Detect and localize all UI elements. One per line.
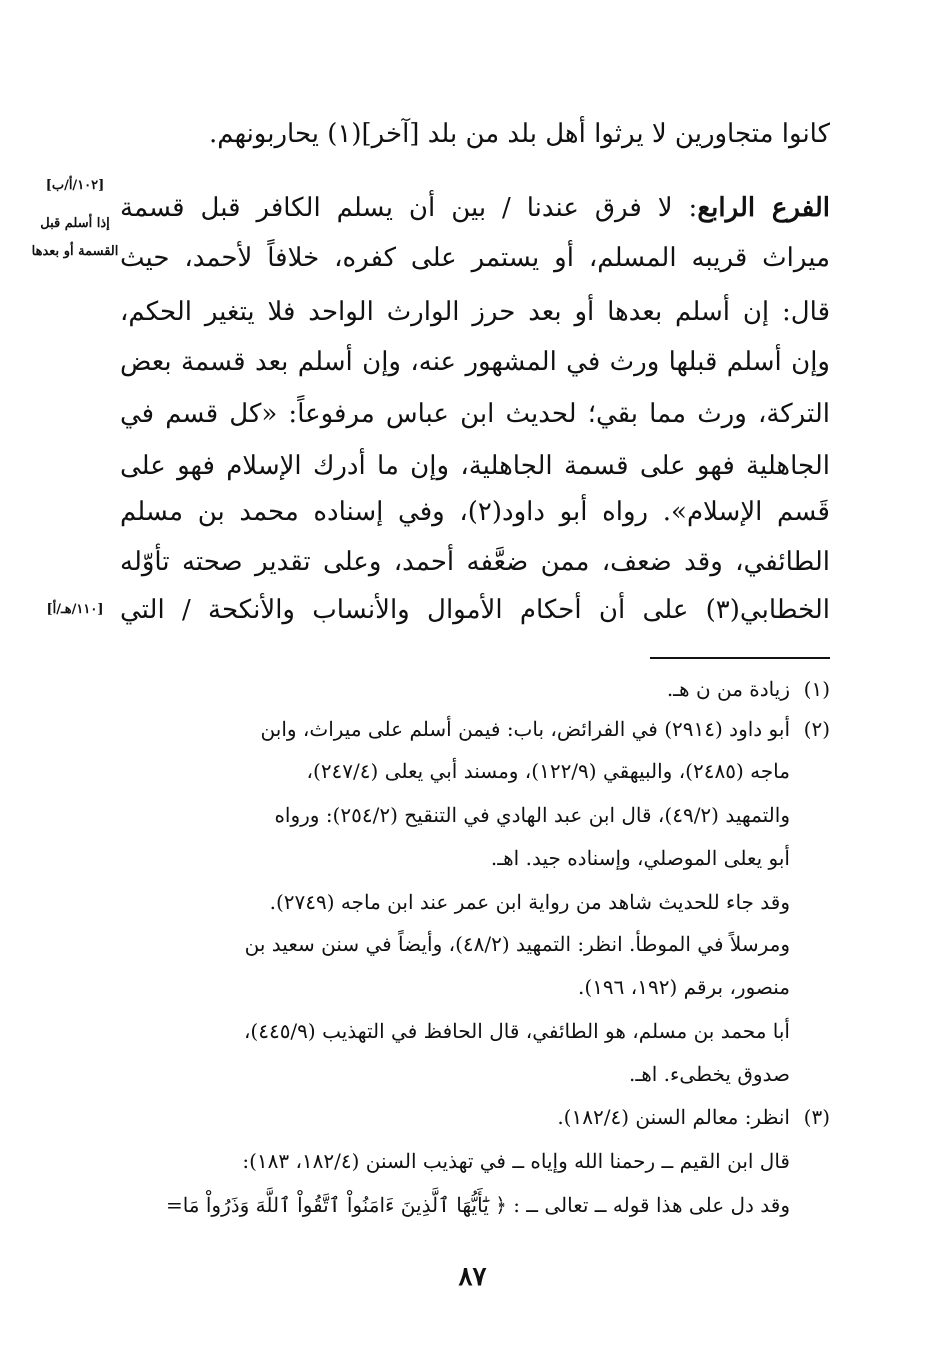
footnote-text: صدوق يخطىء. اهـ. <box>628 1062 790 1086</box>
footnote-line <box>120 1190 830 1220</box>
margin-heading-line2: القسمة أو بعدها <box>31 244 119 259</box>
footnote-number: (٢) <box>803 717 830 741</box>
footnote-line <box>120 714 830 744</box>
footnote-separator <box>650 657 830 659</box>
footnote-text: منصور، برقم (١٩٢، ١٩٦). <box>578 975 790 999</box>
footnote-line <box>120 1059 830 1089</box>
footnote-line <box>120 674 830 704</box>
footnote-text: أبا محمد بن مسلم، هو الطائفي، قال الحافظ في التهذيب (٤٤٥/٩)، <box>243 1019 790 1043</box>
margin-ref-top: [١٠٢/أ/ب] <box>45 178 105 193</box>
footnote-line <box>120 929 830 959</box>
footnote-text: وقد دل على هذا قوله ــ تعالى ــ : ﴿ يَٰٓأَيُّهَا ٱلَّذِينَ ءَامَنُواْ ٱتَّقُواْ ٱللَّهَ وَذَرُواْ مَا= <box>165 1193 790 1217</box>
footnote-number: (١) <box>803 677 830 701</box>
body-line-7: الجاهلية فهو على قسمة الجاهلية، وإن ما أدرك الإسلام فهو على <box>120 451 830 481</box>
footnote-line <box>120 1102 830 1132</box>
body-line-4: قال: إن أسلم بعدها أو بعد حرز الوارث الواحد فلا يتغير الحكم، <box>120 297 830 327</box>
body-line-2-rest: : لا فرق عندنا / بين أن يسلم الكافر قبل قسمة <box>120 193 698 223</box>
page-number: ٨٧ <box>458 1262 487 1292</box>
margin-ref-bottom: [١١٠/هـ/أ] <box>46 602 104 617</box>
margin-heading-line1: إذا أسلم قبل <box>40 216 110 231</box>
body-line-5: وإن أسلم قبلها ورث في المشهور عنه، وإن أسلم بعد قسمة بعض <box>120 347 830 377</box>
footnote-text: زيادة من ن هـ. <box>666 677 790 701</box>
body-line-6: التركة، ورث مما بقي؛ لحديث ابن عباس مرفوعاً: «كل قسم في <box>120 399 830 429</box>
footnote-line <box>120 756 830 786</box>
footnote-line <box>120 1016 830 1046</box>
footnote-text: والتمهيد (٤٩/٢)، قال ابن عبد الهادي في التنقيح (٢٥٤/٢): ورواه <box>274 803 790 827</box>
footnote-text: انظر: معالم السنن (١٨٢/٤). <box>557 1105 790 1129</box>
footnote-text: ومرسلاً في الموطأ. انظر: التمهيد (٤٨/٢)، وأيضاً في سنن سعيد بن <box>244 932 790 956</box>
footnote-text: وقد جاء للحديث شاهد من رواية ابن عمر عند ابن ماجه (٢٧٤٩). <box>269 890 790 914</box>
footnote-line <box>120 972 830 1002</box>
body-line-2 <box>120 188 830 228</box>
section-heading: الفرع الرابع <box>697 193 831 223</box>
body-line-1: كانوا متجاورين لا يرثوا أهل بلد من بلد [آخر](١) يحاربونهم. <box>209 119 830 149</box>
body-line-10: الخطابي(٣) على أن أحكام الأموال والأنساب والأنكحة / التي <box>120 595 830 625</box>
footnote-line <box>120 843 830 873</box>
footnote-line <box>120 887 830 917</box>
footnote-line <box>120 800 830 830</box>
body-line-9: الطائفي، وقد ضعف، ممن ضعَّفه أحمد، وعلى تقدير صحته تأوّله <box>120 547 830 577</box>
footnote-text: أبو داود (٢٩١٤) في الفرائض، باب: فيمن أسلم على ميراث، وابن <box>260 717 790 741</box>
footnote-text: أبو يعلى الموصلي، وإسناده جيد. اهـ. <box>490 846 790 870</box>
footnote-line <box>120 1146 830 1176</box>
body-line-8: قَسم الإسلام». رواه أبو داود(٢)، وفي إسناده محمد بن مسلم <box>120 497 830 527</box>
footnote-text: ماجه (٢٤٨٥)، والبيهقي (١٢٢/٩)، ومسند أبي يعلى (٢٤٧/٤)، <box>306 759 790 783</box>
footnote-number: (٣) <box>803 1105 830 1129</box>
footnote-text: قال ابن القيم ــ رحمنا الله وإياه ــ في تهذيب السنن (١٨٢/٤، ١٨٣): <box>242 1149 790 1173</box>
body-line-3: ميراث قريبه المسلم، أو يستمر على كفره، خلافاً لأحمد، حيث <box>120 243 830 273</box>
